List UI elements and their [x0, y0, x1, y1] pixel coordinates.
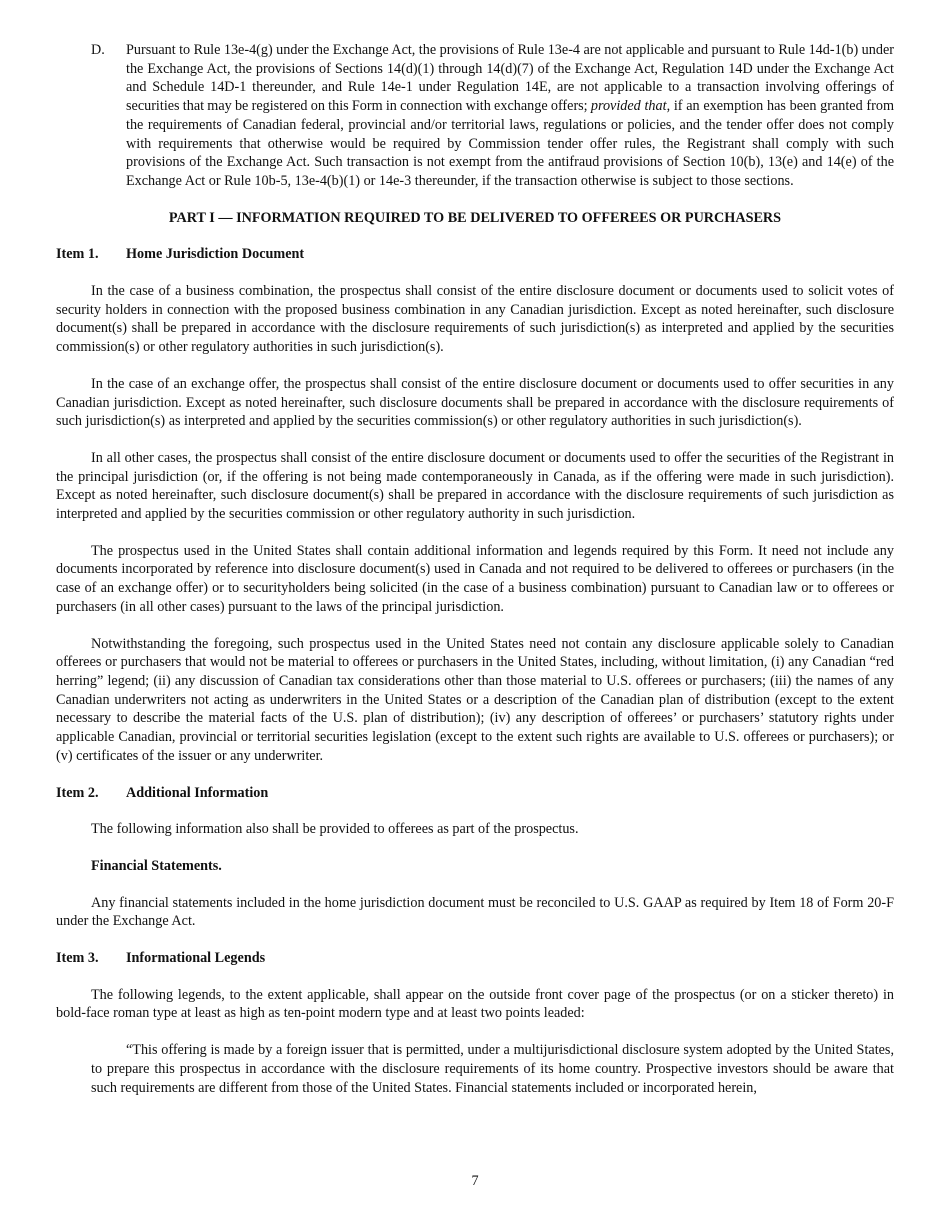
item-2-title: Additional Information [126, 784, 269, 801]
item-2-heading [56, 784, 894, 803]
item-2-number: Item 2. [56, 784, 99, 801]
item-d-text-2: , if an exemption has been granted from the requirements of Canadian federal, provincial and/or territorial laws, regulations or policies, and the tender offer does not comply with requirements that otherwise would be required by Commission tender offer rules, the Registrant shall comply with such provisions of the Exchange Act. Such transaction is not exempt from the antifraud provisions of Section 10(b), 13(e) and 14(e) of the Exchange Act or Rule 10b-5, 13e-4(b)(1) or 14e-3 thereunder, if the transaction otherwise is subject to those sections. [126, 98, 894, 189]
item-2-intro: The following information also shall be provided to offerees as part of the prospectus. [91, 821, 579, 838]
item-3-heading [56, 949, 894, 968]
item-1-paragraph: In the case of a business combination, the prospectus shall consist of the entire disclosure document or documents used to solicit votes of security holders in connection with the proposed business combination in any Canadian jurisdiction. Except as noted hereinafter, such disclosure document(s) shall be prepared in accordance with the disclosure requirements of such jurisdiction(s) as interpreted and applied by the securities commission(s) or other regulatory authorities in such jurisdiction(s). [56, 283, 894, 356]
item-d-label: D. [91, 42, 105, 58]
item-d-emphasis: provided that [590, 98, 667, 115]
part-heading: PART I — INFORMATION REQUIRED TO BE DELIVERED TO OFFEREES OR PURCHASERS [168, 209, 782, 226]
item-2-body: Any financial statements included in the home jurisdiction document must be reconciled to U.S. GAAP as required by Item 18 of Form 20-F under the Exchange Act. [56, 894, 894, 930]
item-1-number: Item 1. [56, 246, 99, 263]
item-1-paragraph: In the case of an exchange offer, the prospectus shall consist of the entire disclosure document or documents used to offer securities in any Canadian jurisdiction. Except as noted hereinafter, such disclosure documents shall be prepared in accordance with the disclosure requirements of such jurisdiction(s) as interpreted and applied by the securities commission(s) or other regulatory authorities in such jurisdiction(s). [56, 375, 894, 430]
item-1-paragraph: Notwithstanding the foregoing, such prospectus used in the United States need not contain any disclosure applicable solely to Canadian offerees or purchasers that would not be material to offerees or purchasers in the United States, including, without limitation, (i) any Canadian “red herring” legend; (ii) any discussion of Canadian tax considerations other than those material to U.S. offerees or purchasers; (iii) the names of any Canadian underwriters not acting as underwriters in the United States or a description of the Canadian plan of distribution (except to the extent necessary to describe the material facts of the U.S. plan of distribution); (iv) any description of offerees’ or purchasers’ statutory rights under applicable Canadian, provincial or territorial securities legislation (except to the extent such rights are available to U.S. offerees or purchasers); or (v) certificates of the issuer or any underwriter. [56, 635, 894, 764]
document-page [56, 41, 894, 1097]
page-number: 7 [471, 1173, 479, 1189]
item-3-intro: The following legends, to the extent applicable, shall appear on the outside front cover page of the prospectus (or on a sticker thereto) in bold-face roman type at least as high as ten-point modern type and at least two points leaded: [56, 986, 894, 1022]
item-1-heading [56, 245, 894, 264]
item-3-title: Informational Legends [126, 950, 266, 967]
financial-statements-heading: Financial Statements. [91, 857, 222, 874]
item-d-paragraph [56, 41, 894, 191]
item-1-paragraph: In all other cases, the prospectus shall consist of the entire disclosure document or documents used to offer the securities of the Registrant in the principal jurisdiction (or, if the offering is not being made contemporaneously in Canada, as if the offering were made in such jurisdiction). Except as noted hereinafter, such disclosure document(s) shall be prepared in accordance with the disclosure requirements of such jurisdiction as interpreted and applied by the securities commission or other regulatory authority in such jurisdiction. [56, 449, 894, 523]
legend-quote: “This offering is made by a foreign issuer that is permitted, under a multijurisdictional disclosure system adopted by the United States, to prepare this prospectus in accordance with the disclosure requirements of its home country. Prospective investors should be aware that such requirements are different from those of the United States. Financial statements included or incorporated herein, [91, 1042, 894, 1096]
item-1-paragraph: The prospectus used in the United States shall contain additional information and legends required by this Form. It need not include any documents incorporated by reference into disclosure document(s) used in Canada and not required to be delivered to offerees or purchasers (in the case of an exchange offer) or to securityholders being solicited (in the case of a business combination) pursuant to Canadian law or to offerees or purchasers (in all other cases) pursuant to the laws of the principal jurisdiction. [56, 542, 894, 615]
item-d-text-1: Pursuant to Rule 13e-4(g) under the Exchange Act, the provisions of Rule 13e-4 are not applicable and pursuant to Rule 14d-1(b) under the Exchange Act, the provisions of Sections 14(d)(1) through 14(d)(7) of the Exchange Act, Regulation 14D under the Exchange Act and Schedule 14D-1 thereunder, and Rule 14e-1 under Regulation 14E, are not applicable to a transaction involving offerings of securities that may be registered on this Form in connection with exchange offers; [126, 42, 894, 115]
item-3-number: Item 3. [56, 950, 99, 967]
item-1-title: Home Jurisdiction Document [126, 246, 305, 263]
